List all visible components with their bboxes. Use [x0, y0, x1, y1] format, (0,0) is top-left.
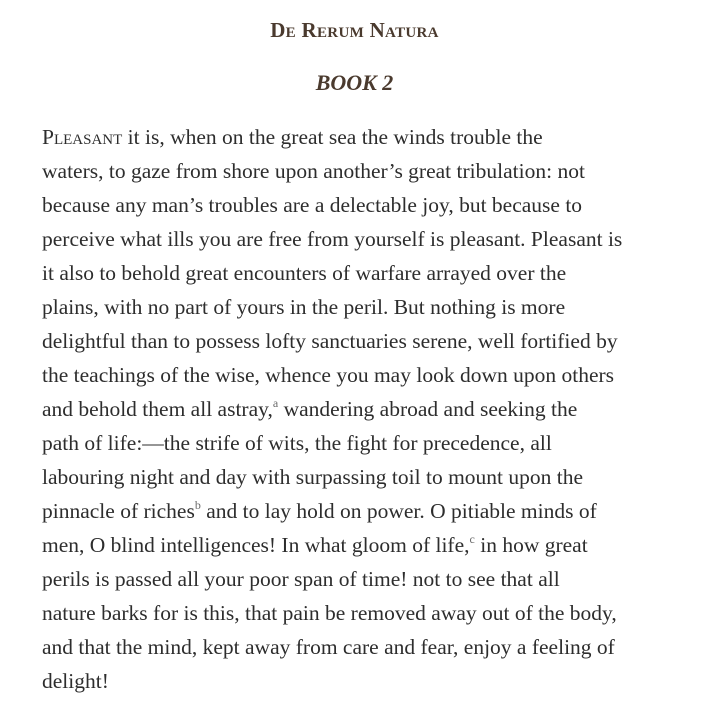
text-line: Pleasant it is, when on the great sea the winds trouble the: [42, 125, 543, 149]
work-title: De Rerum Natura: [270, 18, 439, 42]
text-line: and behold them all astray,$^a$ wandering abroad and seeking the: [42, 396, 578, 421]
footnote-marker[interactable]: b: [194, 498, 201, 512]
text-line: perils is passed all your poor span of time! not to see that all: [42, 567, 560, 591]
text-line: path of life:—the strife of wits, the fight for precedence, all: [42, 431, 552, 455]
text-line: delight!: [42, 669, 109, 693]
text-line: waters, to gaze from shore upon another’s great tribulation: not: [42, 159, 585, 183]
text-line: it also to behold great encounters of warfare arrayed over the: [42, 261, 567, 285]
book-heading: BOOK 2: [315, 70, 394, 95]
opening-word: Pleasant: [42, 125, 123, 149]
footnote-marker[interactable]: a: [272, 396, 279, 410]
text-line: pinnacle of riches$^b$ and to lay hold on power. O pitiable minds of: [42, 498, 597, 523]
text-line: because any man’s troubles are a delectable joy, but because to: [42, 193, 583, 217]
passage-text: [42, 120, 672, 698]
footnote-marker[interactable]: c: [469, 532, 475, 546]
text-line: plains, with no part of yours in the peril. But nothing is more: [42, 295, 566, 319]
text-line: delightful than to possess lofty sanctuaries serene, well fortified by: [42, 329, 618, 353]
text-line: perceive what ills you are free from yourself is pleasant. Pleasant is: [42, 227, 623, 251]
text-line: men, O blind intelligences! In what gloom of life,$^c$ in how great: [42, 532, 588, 557]
text-line: and that the mind, kept away from care and fear, enjoy a feeling of: [42, 635, 615, 659]
text-line: labouring night and day with surpassing toil to mount upon the: [42, 465, 584, 489]
text-line: nature barks for is this, that pain be removed away out of the body,: [42, 601, 617, 625]
text-line: the teachings of the wise, whence you may look down upon others: [42, 363, 615, 387]
